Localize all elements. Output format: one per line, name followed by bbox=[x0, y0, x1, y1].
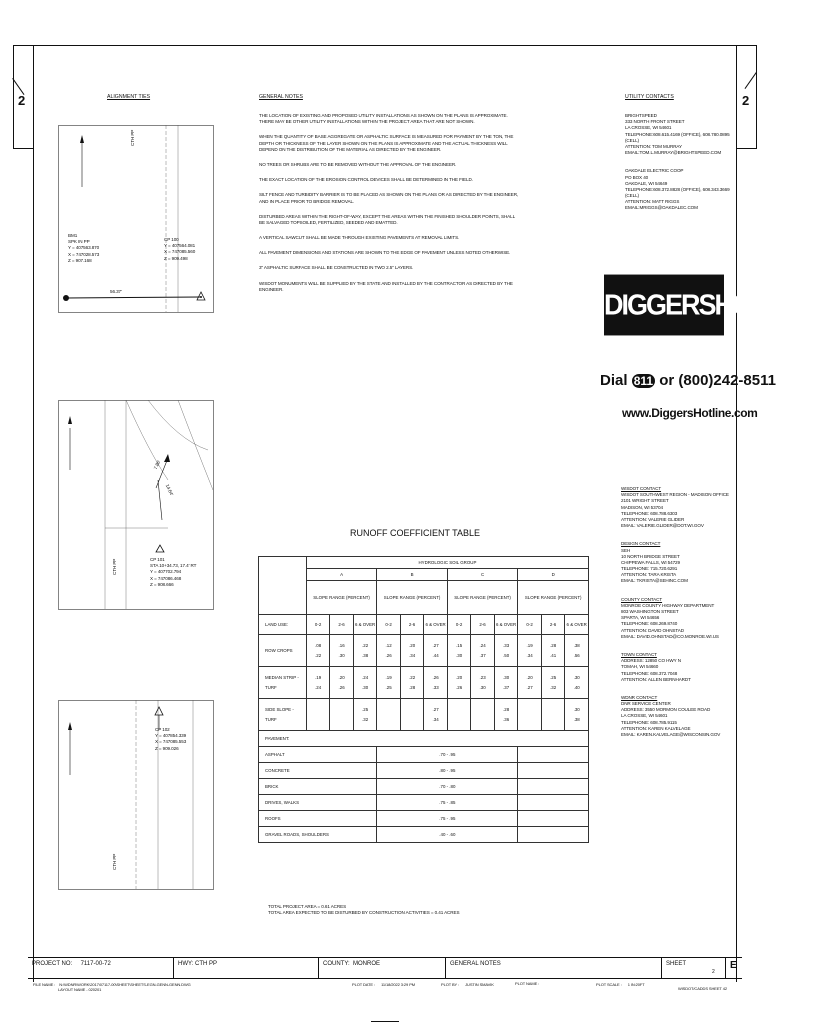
title-block bbox=[28, 957, 742, 979]
table-header-group: A bbox=[306, 569, 377, 581]
value-line: .12 bbox=[385, 642, 392, 648]
value-line: .30 bbox=[362, 684, 369, 690]
table-header-slope: 6 & OVER bbox=[494, 615, 518, 635]
value-line: .30 bbox=[479, 684, 486, 690]
table-cell-empty bbox=[518, 795, 589, 811]
table-row bbox=[259, 779, 589, 795]
table-row bbox=[259, 569, 589, 581]
table-cell-value bbox=[447, 667, 470, 699]
value-line: .34 bbox=[526, 652, 533, 658]
distance-label-2: 7.86' bbox=[152, 459, 162, 471]
cp101-label: CP 101 STA 10+34.73, 17.4' RT Y = 407702.794 X = 747086.468 Z = 908.666 bbox=[150, 557, 197, 587]
value-line: .27 bbox=[432, 642, 439, 648]
bottom-marker bbox=[371, 1021, 399, 1022]
table-row bbox=[259, 699, 589, 731]
value-line: .37 bbox=[479, 652, 486, 658]
bm1-label: BM1 SPK IN PP Y = 407563.870 X = 747028.573 Z = 907.168 bbox=[68, 233, 100, 263]
row-label-line: TURF bbox=[265, 716, 277, 722]
table-cell-value bbox=[400, 667, 423, 699]
table-row-label bbox=[259, 699, 307, 731]
contact-wisdot: WISDOT CONTACT WISDOT SOUTHWEST REGION - MADISON OFFICE 2101 WRIGHT STREET MADISON, WI 53704 TELEPHONE: 608.788.6303 ATTENTION: VALERIE GLIDER EMAIL: VALERIE.GLIDER@DOT.WI.GOV bbox=[621, 486, 729, 529]
value-line: .23 bbox=[479, 674, 486, 680]
table-header-slope: 2-6 bbox=[541, 615, 564, 635]
county-cell: COUNTY: MONROE bbox=[319, 958, 446, 978]
pavement-name: ASPHALT bbox=[259, 747, 377, 763]
diggers-hotline-logo bbox=[604, 274, 819, 364]
table-cell-value bbox=[494, 635, 518, 667]
table-row bbox=[259, 731, 589, 747]
value-line: .24 bbox=[362, 674, 369, 680]
table-cell-empty bbox=[259, 557, 307, 615]
footer-plot-scale: PLOT SCALE : 1 IN:20FT bbox=[596, 982, 645, 987]
table-cell-value bbox=[471, 667, 494, 699]
table-cell-value bbox=[471, 699, 494, 731]
value-line: .37 bbox=[503, 684, 510, 690]
table-row bbox=[259, 763, 589, 779]
note-item: SILT FENCE AND TURBIDITY BARRIER IS TO BE PLACED AS SHOWN ON THE PLANS OR AS DIRECTED BY THE ENGINEER, AND IN PLACE PRIOR TO BRIDGE REMOVAL. bbox=[259, 192, 519, 204]
table-cell-value bbox=[330, 667, 353, 699]
note-item: ALL PAVEMENT DIMENSIONS AND STATIONS ARE SHOWN TO THE EDGE OF PAVEMENT UNLESS NOTED OTHERWISE. bbox=[259, 250, 511, 256]
table-cell-value bbox=[400, 699, 423, 731]
table-cell-value bbox=[306, 667, 329, 699]
value-line: .19 bbox=[315, 674, 322, 680]
table-cell-value bbox=[424, 667, 448, 699]
frame-right-tab-bottom bbox=[736, 148, 757, 149]
value-line: .26 bbox=[456, 684, 463, 690]
table-header-slope: 2-6 bbox=[400, 615, 423, 635]
runoff-area-notes: TOTAL PROJECT AREA = 0.61 ACRES TOTAL AREA EXPECTED TO BE DISTURBED BY CONSTRUCTION ACTIVITIES = 0.41 ACRES bbox=[268, 904, 460, 916]
value-line: .25 bbox=[362, 706, 369, 712]
pavement-value: .70 - .80 bbox=[377, 779, 518, 795]
diggers-dial-line: Dial 811 or (800)242-8511 bbox=[600, 372, 776, 389]
sheet-number-left: 2 bbox=[18, 93, 26, 108]
general-notes-title: GENERAL NOTES bbox=[259, 94, 303, 100]
value-line: .44 bbox=[432, 652, 439, 658]
runoff-coefficient-table bbox=[258, 556, 589, 843]
table-cell-value bbox=[565, 635, 589, 667]
value-line: .26 bbox=[385, 652, 392, 658]
table-header-slope: 6 & OVER bbox=[353, 615, 377, 635]
pavement-value: .40 - .60 bbox=[377, 827, 518, 843]
value-line: .30 bbox=[573, 706, 580, 712]
cp100-label: CP 100 Y = 407564.081 X = 747085.560 Z = 909.498 bbox=[164, 237, 196, 261]
diggers-logo-text: DIGGERSHOTLINE bbox=[604, 275, 724, 336]
table-row bbox=[259, 795, 589, 811]
table-header-slope: 2-6 bbox=[471, 615, 494, 635]
table-cell-empty bbox=[518, 811, 589, 827]
table-row bbox=[259, 557, 589, 569]
table-row bbox=[259, 581, 589, 615]
sheet-letter: E bbox=[730, 960, 737, 971]
pavement-name: GRAVEL ROADS, SHOULDERS bbox=[259, 827, 377, 843]
table-header-slope: 6 & OVER bbox=[565, 615, 589, 635]
pavement-value: .75 - .95 bbox=[377, 811, 518, 827]
table-header-slope: 6 & OVER bbox=[424, 615, 448, 635]
frame-right-tab-diag bbox=[745, 72, 757, 89]
frame-left-tab-bottom bbox=[13, 148, 33, 149]
value-line: .19 bbox=[385, 674, 392, 680]
table-cell-land-use: LAND USE: bbox=[259, 615, 307, 635]
value-line: .22 bbox=[409, 674, 416, 680]
table-header-slope: 0-2 bbox=[306, 615, 329, 635]
table-cell-value bbox=[306, 635, 329, 667]
value-line: .28 bbox=[503, 706, 510, 712]
pavement-value: .70 - .95 bbox=[377, 747, 518, 763]
table-header: HYDROLOGIC SOIL GROUP bbox=[306, 557, 588, 569]
contact-wdnr: WDNR CONTACT DNR SERVICE CENTER ADDRESS: 3550 MORMON COULEE ROAD LA CROSSE, WI 54601 TELEPHONE: 608.785.9115 ATTENTION: KAREN KALVELAGE EMAIL: KAREN.KALVELAGE@WISCONSIN.GOV bbox=[621, 694, 721, 737]
table-cell-empty bbox=[518, 779, 589, 795]
other-contacts-list bbox=[621, 486, 736, 747]
project-number-cell: PROJECT NO: 7117-00-72 bbox=[28, 958, 174, 978]
value-line: .26 bbox=[338, 684, 345, 690]
distance-label-3: 14.64' bbox=[164, 483, 175, 497]
note-item: DISTURBED AREAS WITHIN THE RIGHT-OF-WAY, EXCEPT THE AREAS WITHIN THE FINISHED SHOULDER POINTS, SHALL BE SALVAGED TOPSOILED, FERTILIZED, SEEDED AND EMATTED. bbox=[259, 213, 515, 225]
cp102-label: CP 102 Y = 407854.339 X = 747085.553 Z = 909.026 bbox=[155, 727, 187, 751]
footer-wisdot-sheet: WISDOT/CADDS SHEET 42 bbox=[678, 986, 727, 991]
contact-town: TOWN CONTACT ADDRESS: 12850 CO HWY N TOMAH, WI 54660 TELEPHONE: 608.372.7048 ATTENTION: ALLEN BERNHARDT bbox=[621, 651, 691, 682]
table-cell-empty bbox=[518, 827, 589, 843]
utility-contacts-title: UTILITY CONTACTS bbox=[625, 94, 674, 100]
table-cell-value bbox=[518, 667, 541, 699]
table-cell-value bbox=[518, 699, 541, 731]
value-line: .38 bbox=[573, 642, 580, 648]
value-line: .25 bbox=[550, 674, 557, 680]
value-line: .56 bbox=[573, 652, 580, 658]
value-line: .32 bbox=[362, 716, 369, 722]
value-line: .32 bbox=[550, 684, 557, 690]
table-row-label bbox=[259, 667, 307, 699]
value-line: .38 bbox=[573, 716, 580, 722]
value-line: .30 bbox=[456, 652, 463, 658]
table-row bbox=[259, 747, 589, 763]
value-line: .30 bbox=[338, 652, 345, 658]
road-label-3: CTH PP bbox=[112, 853, 117, 870]
note-item: THE EXACT LOCATION OF THE EROSION CONTROL DEVICES SHALL BE DETERMINED IN THE FIELD. bbox=[259, 177, 473, 183]
table-cell-value bbox=[565, 699, 589, 731]
value-line: .19 bbox=[526, 642, 533, 648]
table-row bbox=[259, 615, 589, 635]
footer-file-name: FILE NAME : N:\WDNR\WORK\2017\07117-00\SHEET\SHEETS-EGN-GENN-GENN.DWG LAYOUT NAME - 020201 bbox=[33, 982, 191, 993]
table-cell-value bbox=[541, 667, 564, 699]
table-row bbox=[259, 667, 589, 699]
value-line: .34 bbox=[432, 716, 439, 722]
pavement-value: .80 - .95 bbox=[377, 763, 518, 779]
footer-plot-by: PLOT BY : JUSTIN SMAVIK bbox=[441, 982, 494, 987]
road-label-1: CTH PP bbox=[130, 129, 135, 146]
table-cell-value bbox=[541, 699, 564, 731]
table-cell-value bbox=[447, 635, 470, 667]
table-cell-value bbox=[518, 635, 541, 667]
diggers-website[interactable]: www.DiggersHotline.com bbox=[622, 406, 758, 420]
table-cell-value bbox=[541, 635, 564, 667]
table-row bbox=[259, 635, 589, 667]
value-line: .20 bbox=[338, 674, 345, 680]
value-line: .36 bbox=[503, 716, 510, 722]
table-cell-value bbox=[377, 667, 400, 699]
note-item: A VERTICAL SAWCUT SHALL BE MADE THROUGH EXISTING PAVEMENTS AT REMOVAL LIMITS. bbox=[259, 235, 460, 241]
table-header-group: C bbox=[447, 569, 518, 581]
table-cell-value bbox=[494, 699, 518, 731]
value-line: .38 bbox=[362, 652, 369, 658]
alignment-sketch-3 bbox=[58, 700, 214, 890]
table-header-slope-range: SLOPE RANGE (PERCENT) bbox=[306, 581, 377, 615]
value-line: .20 bbox=[409, 642, 416, 648]
table-cell-value bbox=[330, 699, 353, 731]
value-line: .08 bbox=[315, 642, 322, 648]
pavement-name: CONCRETE bbox=[259, 763, 377, 779]
sheet-number-right: 2 bbox=[742, 93, 750, 108]
table-header-group: B bbox=[377, 569, 448, 581]
general-notes-list bbox=[259, 113, 521, 302]
value-line: .30 bbox=[503, 674, 510, 680]
pavement-value: .75 - .85 bbox=[377, 795, 518, 811]
table-header-slope: 0-2 bbox=[377, 615, 400, 635]
table-row bbox=[259, 811, 589, 827]
table-cell-value bbox=[353, 699, 377, 731]
value-line: .20 bbox=[456, 674, 463, 680]
value-line: .34 bbox=[409, 652, 416, 658]
pavement-name: ROOFS bbox=[259, 811, 377, 827]
hwy-cell: HWY: CTH PP bbox=[174, 958, 319, 978]
811-badge: 811 bbox=[633, 374, 654, 388]
runoff-table-title: RUNOFF COEFFICIENT TABLE bbox=[350, 528, 481, 538]
value-line: .27 bbox=[432, 706, 439, 712]
table-cell-value bbox=[400, 635, 423, 667]
row-label-line: MEDIAN STRIP - bbox=[265, 674, 299, 680]
row-label-line: SIDE SLOPE - bbox=[265, 706, 294, 712]
value-line: .50 bbox=[503, 652, 510, 658]
alignment-sketch-1 bbox=[58, 125, 214, 313]
table-cell-value bbox=[330, 635, 353, 667]
table-header-slope-range: SLOPE RANGE (PERCENT) bbox=[447, 581, 518, 615]
value-line: .16 bbox=[338, 642, 345, 648]
table-cell-value bbox=[565, 667, 589, 699]
table-cell-value bbox=[377, 699, 400, 731]
frame-right bbox=[756, 45, 757, 148]
value-line: .33 bbox=[503, 642, 510, 648]
note-item: 3" ASPHALTIC SURFACE SHALL BE CONSTRUCTED IN TWO 2.5" LAYERS. bbox=[259, 265, 414, 271]
contact-brightspeed: BRIGHTSPEED 333 NORTH FRONT STREET LA CROSSE, WI 54601 TELEPHONE:608.615.4169 (OFFICE), 608.780.0895 (CELL) ATTENTION: TOM MURRAY EMAIL:TOM.L.MURRAY@BRIGHTSPEED.COM bbox=[625, 113, 730, 156]
pavement-name: DRIVES, WALKS bbox=[259, 795, 377, 811]
alignment-ties-title: ALIGNMENT TIES bbox=[107, 94, 151, 100]
table-cell-value bbox=[353, 667, 377, 699]
frame-top bbox=[13, 45, 757, 46]
road-label-2: CTH PP bbox=[112, 558, 117, 575]
table-cell-value bbox=[471, 635, 494, 667]
table-header-slope: 0-2 bbox=[518, 615, 541, 635]
row-label-line: ROW CROPS bbox=[265, 647, 293, 653]
value-line: .40 bbox=[573, 684, 580, 690]
table-header-slope-range: SLOPE RANGE (PERCENT) bbox=[518, 581, 589, 615]
value-line: .27 bbox=[526, 684, 533, 690]
pavement-name: BRICK bbox=[259, 779, 377, 795]
table-row-label bbox=[259, 635, 307, 667]
footer-plot-name: PLOT NAME : bbox=[515, 981, 540, 986]
value-line: .25 bbox=[385, 684, 392, 690]
utility-contacts-list bbox=[625, 113, 737, 221]
value-line: .33 bbox=[432, 684, 439, 690]
table-header-slope-range: SLOPE RANGE (PERCENT) bbox=[377, 581, 448, 615]
sheet-title-cell: GENERAL NOTES bbox=[446, 958, 662, 978]
value-line: .41 bbox=[550, 652, 557, 658]
note-item: WISDOT MONUMENTS WILL BE SUPPLIED BY THE STATE AND INSTALLED BY THE CONTRACTOR AS DIRECTED BY THE ENGINEER. bbox=[259, 280, 513, 292]
frame-left bbox=[13, 45, 14, 148]
table-row bbox=[259, 827, 589, 843]
value-line: .28 bbox=[409, 684, 416, 690]
table-cell-value bbox=[424, 699, 448, 731]
table-header-slope: 0-2 bbox=[447, 615, 470, 635]
table-header-group: D bbox=[518, 569, 589, 581]
value-line: .15 bbox=[456, 642, 463, 648]
value-line: .22 bbox=[315, 652, 322, 658]
table-cell-value bbox=[447, 699, 470, 731]
table-cell-value bbox=[494, 667, 518, 699]
value-line: .24 bbox=[315, 684, 322, 690]
table-cell-empty bbox=[518, 763, 589, 779]
distance-label-1: 56.37' bbox=[110, 289, 122, 294]
value-line: .22 bbox=[362, 642, 369, 648]
table-cell-empty bbox=[518, 747, 589, 763]
note-item: WHEN THE QUANTITY OF BASE AGGREGATE OR ASPHALTIC SURFACE IS MEASURED FOR PAYMENT BY THE TON, THE DEPTH OR THICKNESS OF THE LAYER SHOWN ON THE PLANS IS APPROXIMATE AND THE ACTUAL THICKNESS WILL DEPEND ON THE DISTRIBUTION OF THE MATERIAL AS DIRECTED BY THE ENGINEER. bbox=[259, 134, 514, 152]
value-line: .30 bbox=[573, 674, 580, 680]
note-item: NO TREES OR SHRUBS ARE TO BE REMOVED WITHOUT THE APPROVAL OF THE ENGINEER. bbox=[259, 161, 457, 167]
value-line: .20 bbox=[526, 674, 533, 680]
footer-plot-date: PLOT DATE : 11/18/2022 3:29 PM bbox=[352, 982, 415, 987]
contact-design: DESIGN CONTACT SEH 10 NORTH BRIDGE STREET CHIPPEWA FALLS, WI 54729 TELEPHONE: 715.720.6291 ATTENTION: TARA KRISTA EMAIL: TKRISTA@SEHINC.COM bbox=[621, 541, 688, 584]
table-cell-value bbox=[424, 635, 448, 667]
contact-county: COUNTY CONTACT MONROE COUNTY HIGHWAY DEPARTMENT 803 WASHINGTON STREET SPARTA, WI 54656 TELEPHONE: 608.269.8740 ATTENTION: DAVID OHNSTAD EMAIL: DAVID.OHNSTAD@CO.MONROE.WI.US bbox=[621, 596, 719, 639]
frame-left-inner bbox=[33, 45, 34, 982]
table-cell-pavement-label: PAVEMENT: bbox=[259, 731, 589, 747]
value-line: .24 bbox=[479, 642, 486, 648]
row-label-line: TURF bbox=[265, 684, 277, 690]
value-line: .26 bbox=[432, 674, 439, 680]
table-header-slope: 2-6 bbox=[330, 615, 353, 635]
value-line: .28 bbox=[550, 642, 557, 648]
table-cell-value bbox=[353, 635, 377, 667]
contact-oakdale: OAKDALE ELECTRIC COOP PO BOX 40 OAKDALE, WI 54649 TELEPHONE:608.372.8828 (OFFICE), 608.343.3669 (CELL) ATTENTION: MATT RIGGS EMAIL:MRIGGS@OAKDALEC.COM bbox=[625, 168, 730, 211]
table-cell-value bbox=[377, 635, 400, 667]
sheet-cell: SHEET 2 bbox=[662, 958, 726, 978]
note-item: THE LOCATION OF EXISTING AND PROPOSED UTILITY INSTALLATIONS AS SHOWN ON THE PLANS IS APPROXIMATE. THERE MAY BE OTHER UTILITY INSTALLATIONS WITHIN THE PROJECT AREA THAT ARE NOT SHOWN. bbox=[259, 113, 508, 125]
table-cell-value bbox=[306, 699, 329, 731]
